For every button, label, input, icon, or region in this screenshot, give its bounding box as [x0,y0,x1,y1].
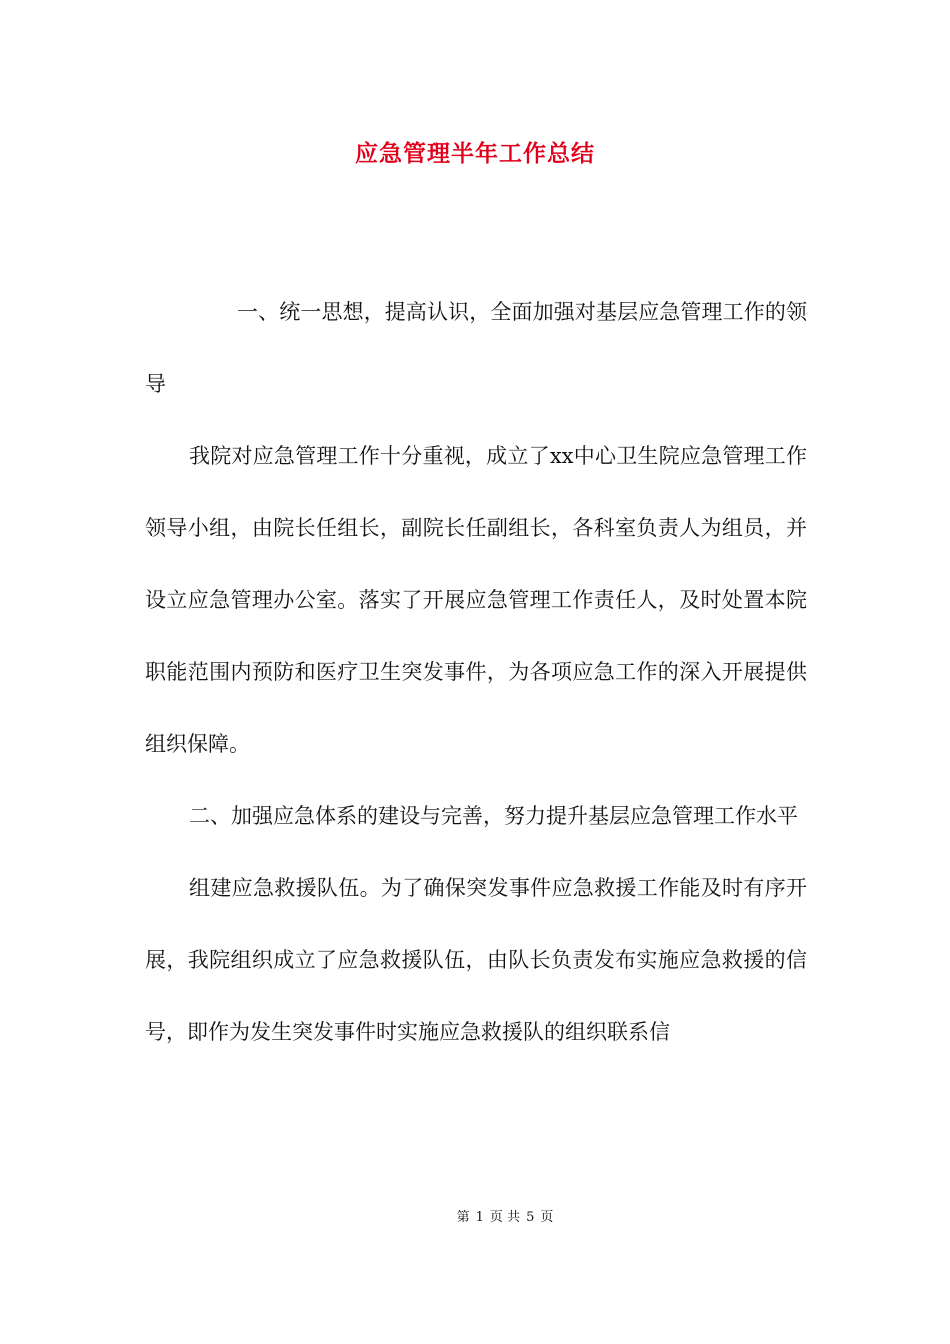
footer-total-pages: 5 [526,1210,535,1225]
paragraph-2: 组建应急救援队伍。为了确保突发事件应急救援工作能及时有序开展，我院组织成立了应急救援队伍，由队长负责发布实施应急救援的信号，即作为发生突发事件时实施应急救援队的组织联系信 [145,876,807,1044]
footer-prefix: 第 [456,1210,470,1225]
page-title: 应急管理半年工作总结 [355,140,595,167]
footer-current-page: 1 [475,1210,484,1225]
paragraph-1: 我院对应急管理工作十分重视，成立了xx中心卫生院应急管理工作领导小组，由院长任组长，副院长任副组长，各科室负责人为组员，并设立应急管理办公室。落实了开展应急管理工作责任人，及时处置本院职能范围内预防和医疗卫生突发事件，为各项应急工作的深入开展提供组织保障。 [145,444,807,756]
page-footer [0,1208,950,1228]
footer-mid: 页 共 [489,1210,521,1225]
section-heading-1: 一、统一思想，提高认识，全面加强对基层应急管理工作的领导 [145,300,807,396]
footer-suffix: 页 [540,1210,554,1225]
document-body [145,276,807,1068]
section-heading-2: 二、加强应急体系的建设与完善，努力提升基层应急管理工作水平 [189,804,798,828]
